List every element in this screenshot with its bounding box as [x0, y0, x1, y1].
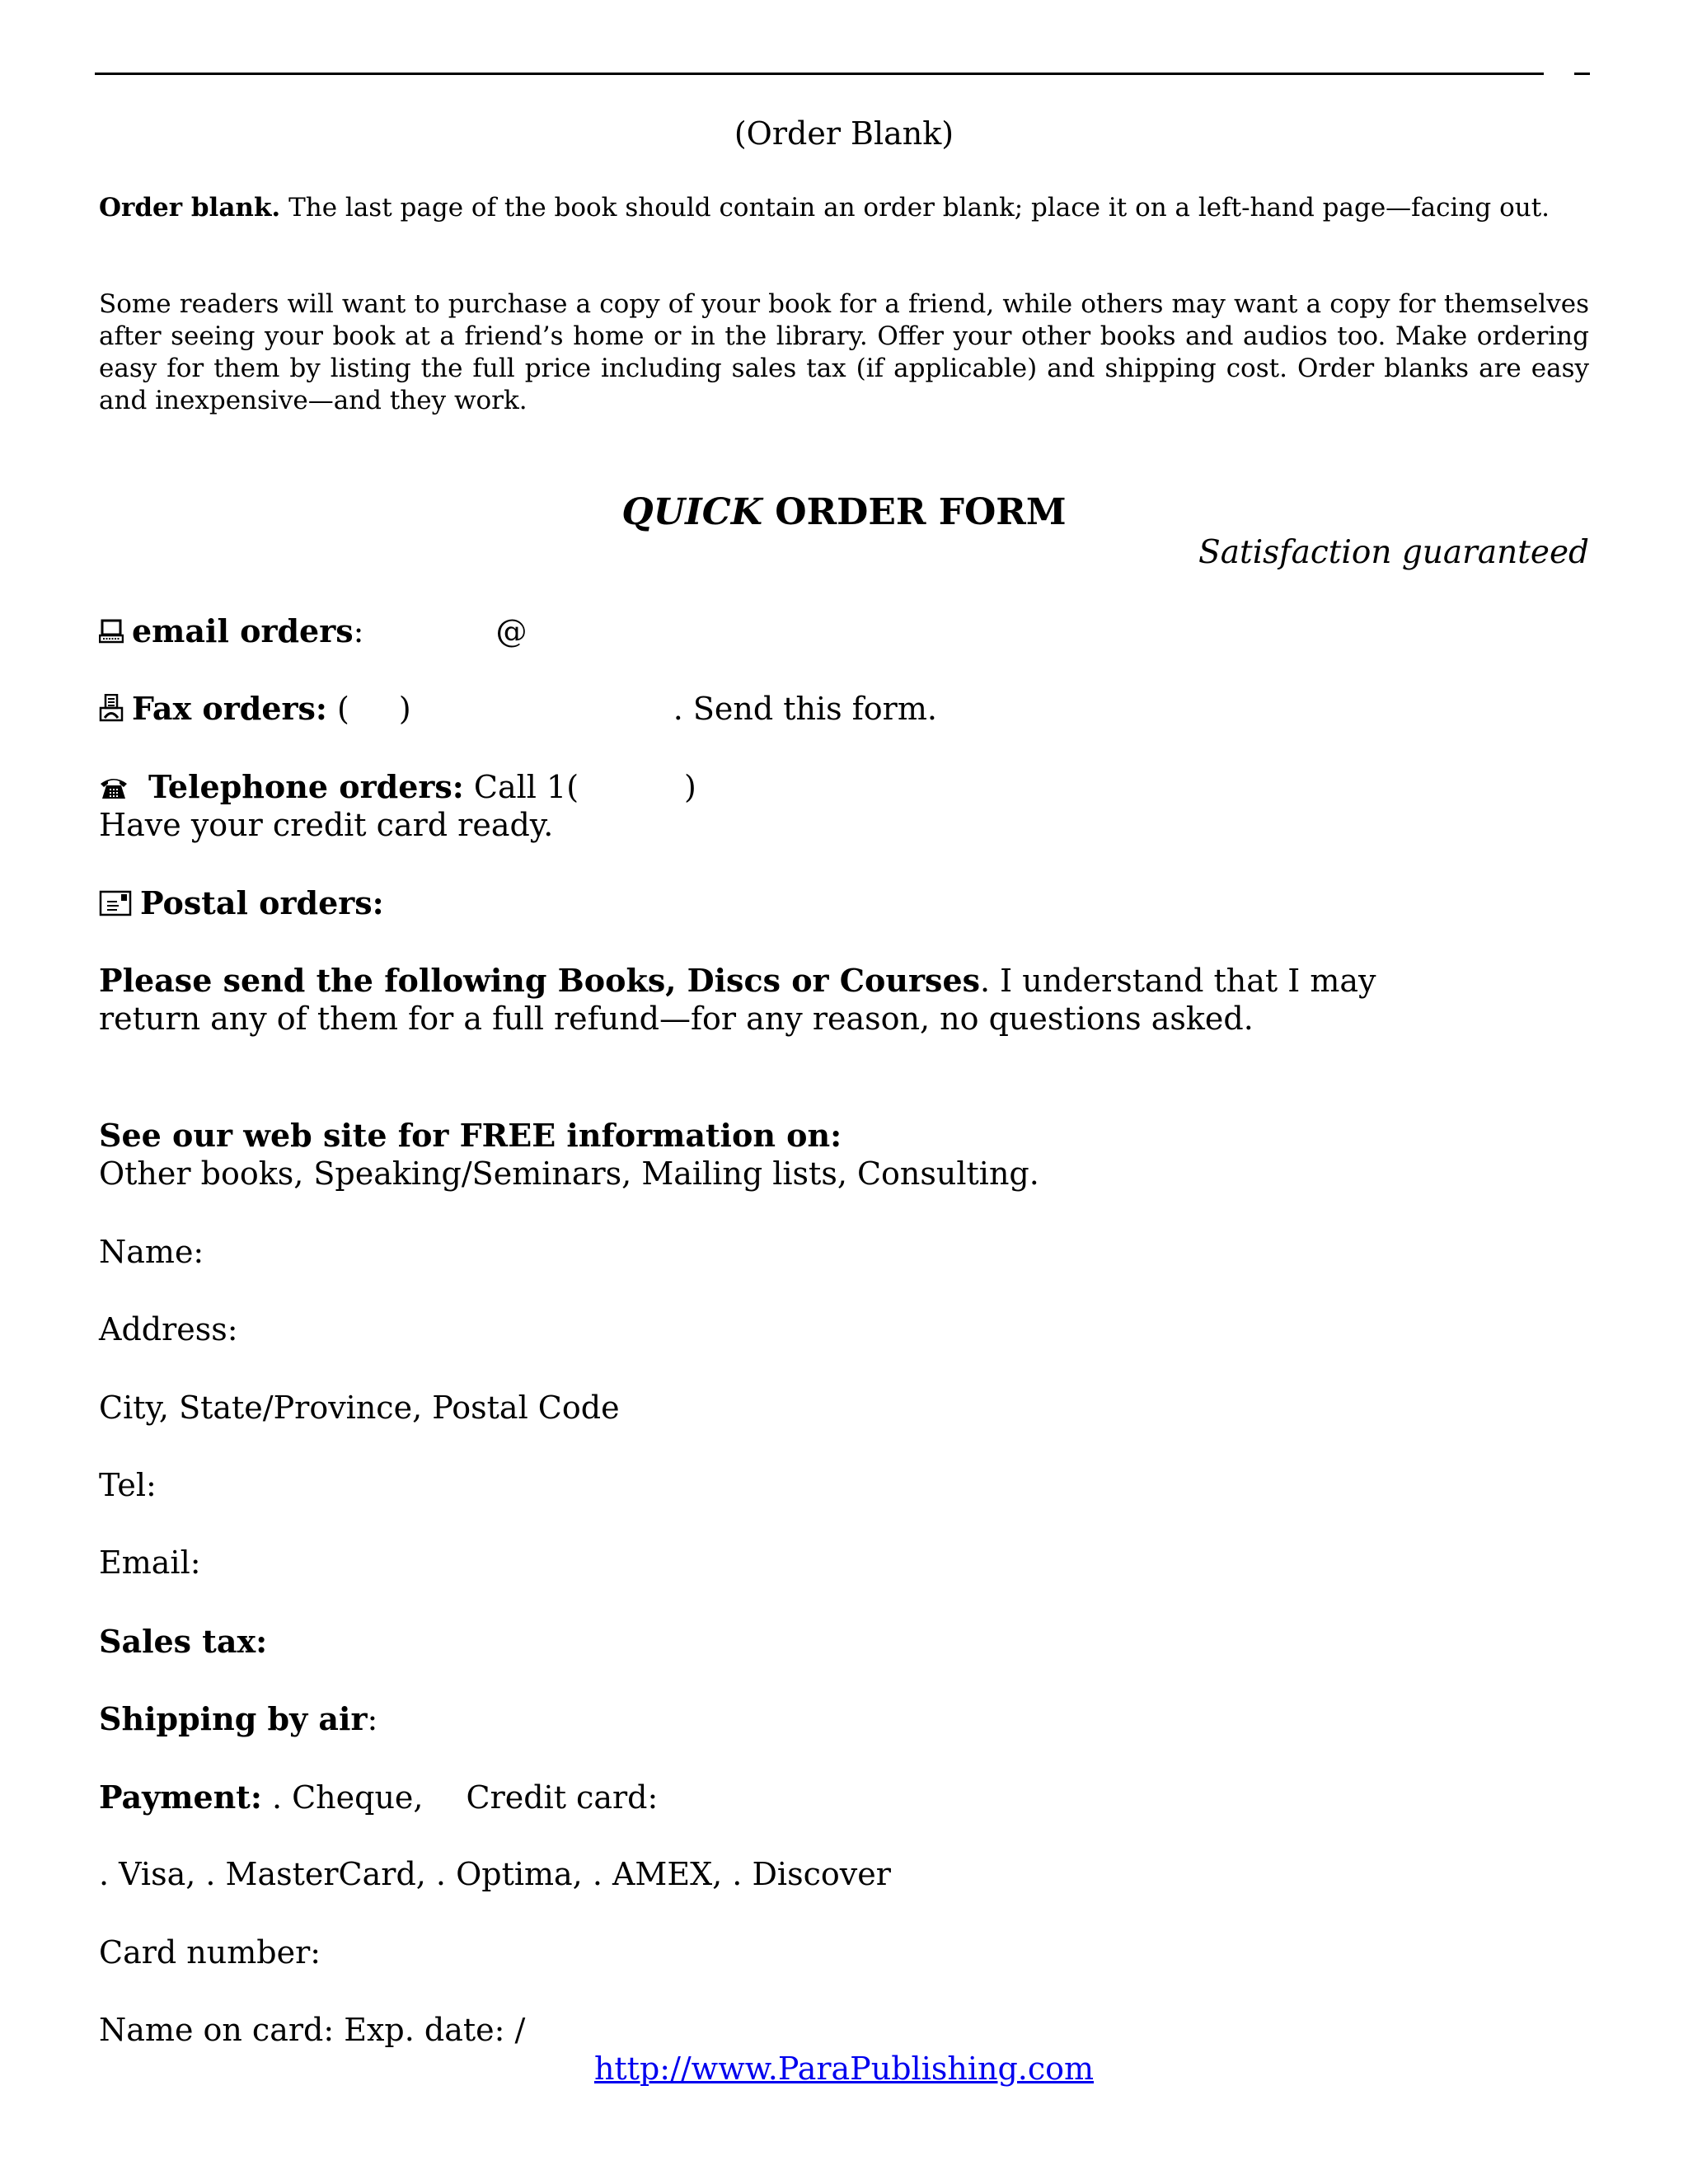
- postal-orders-row: [99, 883, 384, 926]
- payment-credit-card: Credit card:: [466, 1779, 659, 1816]
- top-rule-dash: [1574, 73, 1590, 75]
- fax-send-form: . Send this form.: [673, 691, 937, 727]
- email-orders-row: [99, 612, 527, 654]
- card-types: . Visa, . MasterCard, . Optima, . AMEX, . Discover: [99, 1856, 891, 1892]
- intro-paragraph-1: [99, 192, 1589, 224]
- tagline: Satisfaction guaranteed: [1198, 534, 1589, 571]
- request-bold: Please send the following Books, Discs or Courses: [99, 962, 981, 999]
- form-title: [0, 491, 1688, 533]
- form-title-rest: ORDER FORM: [762, 491, 1067, 533]
- card-number-label: Card number:: [99, 1934, 321, 1971]
- email-field-label: Email:: [99, 1544, 201, 1581]
- name-field-label: Name:: [99, 1234, 204, 1270]
- telephone-orders-row: [99, 767, 696, 809]
- footer: [0, 2050, 1688, 2088]
- request-line-1: [99, 961, 1376, 1001]
- address-field-label: Address:: [99, 1311, 238, 1347]
- sales-tax-label: Sales tax:: [99, 1623, 268, 1660]
- email-orders-colon: :: [353, 613, 364, 649]
- email-orders-label: email orders: [132, 612, 354, 649]
- fax-open-paren: (: [326, 691, 349, 727]
- fax-orders-label: Fax orders:: [132, 690, 327, 727]
- order-blank-heading: Order blank.: [99, 193, 281, 223]
- top-rule: [95, 73, 1544, 75]
- shipping-row: [99, 1699, 377, 1739]
- fax-close-paren: ): [398, 691, 411, 727]
- tel-field-label: Tel:: [99, 1467, 157, 1503]
- payment-label: Payment:: [99, 1779, 262, 1816]
- name-exp-label: Name on card: Exp. date: /: [99, 2012, 526, 2048]
- fax-icon: [99, 692, 124, 731]
- website-info-heading: See our web site for FREE information on:: [99, 1117, 842, 1154]
- intro-paragraph-2-text: Some readers will want to purchase a copy of your book for a friend, while others may want a copy for themselves after seeing your book at a friend’s home or in the library. Offer your other books and audios too. Make ordering easy for them by listing the full price including sales tax (if applicable) and shipping cost. Order blanks are easy and inexpensive—and they work.: [99, 289, 1589, 415]
- city-field-label: City, State/Province, Postal Code: [99, 1390, 620, 1426]
- order-blank-text: The last page of the book should contain an order blank; place it on a left-hand page—facing out.: [280, 193, 1550, 223]
- email-orders-at: @: [495, 613, 528, 649]
- computer-icon: [99, 615, 124, 654]
- postal-orders-label: Postal orders:: [140, 884, 384, 921]
- telephone-note: Have your credit card ready.: [99, 807, 554, 843]
- website-link[interactable]: http://www.ParaPublishing.com: [593, 2050, 1095, 2087]
- payment-row: [99, 1778, 658, 1817]
- form-title-italic: QUICK: [621, 491, 762, 533]
- shipping-colon: :: [367, 1701, 378, 1737]
- request-line-2: return any of them for a full refund—for any reason, no questions asked.: [99, 1001, 1254, 1037]
- telephone-icon: [99, 771, 129, 809]
- payment-cheque: . Cheque,: [261, 1779, 424, 1816]
- telephone-orders-label: Telephone orders:: [148, 768, 464, 805]
- fax-orders-row: [99, 689, 937, 731]
- request-rest: . I understand that I may: [980, 963, 1376, 999]
- website-info-items: Other books, Speaking/Seminars, Mailing lists, Consulting.: [99, 1155, 1039, 1192]
- page-label: (Order Blank): [734, 115, 954, 152]
- telephone-close-paren: ): [684, 769, 696, 805]
- envelope-icon: [99, 887, 132, 926]
- intro-paragraph-2: [99, 288, 1589, 417]
- telephone-call-prefix: Call 1(: [463, 769, 579, 805]
- shipping-label: Shipping by air: [99, 1700, 368, 1737]
